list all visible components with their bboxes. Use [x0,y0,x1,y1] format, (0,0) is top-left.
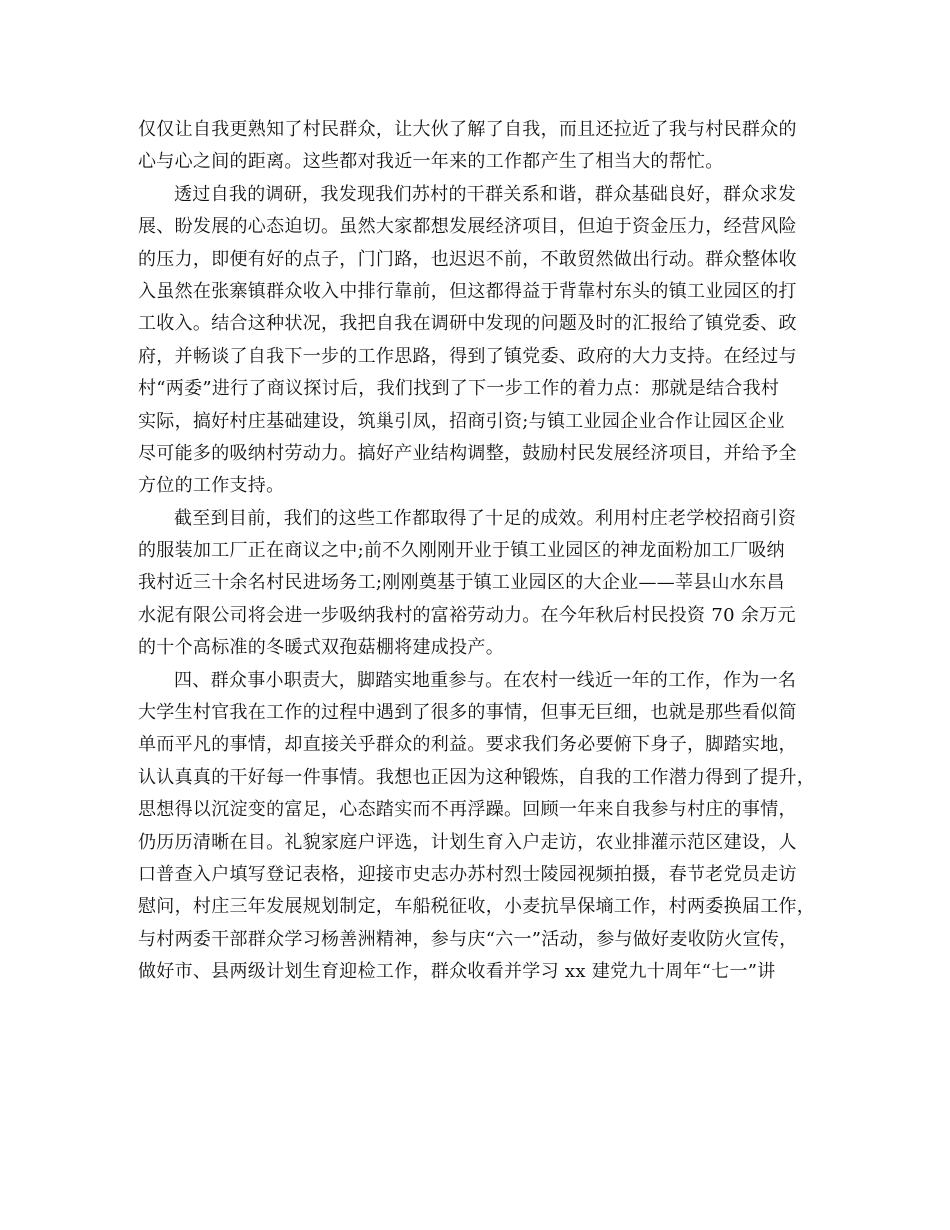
text-line: 单而平凡的事情，却直接关乎群众的利益。要求我们务必要俯下身子，脚踏实地， [138,734,797,756]
text-line: 大学生村官我在工作的过程中遇到了很多的事情，但事无巨细，也就是那些看似简 [138,702,797,724]
text-line: 的服装加工厂正在商议之中;前不久刚刚开业于镇工业园区的神龙面粉加工厂吸纳 [138,540,785,562]
text-line: 村“两委”进行了商议探讨后，我们找到了下一步工作的着力点：那就是结合我村 [138,378,780,400]
text-line: 的十个高标准的冬暖式双孢菇棚将建成投产。 [138,637,504,659]
text-line: 慰问，村庄三年发展规划制定，车船税征收，小麦抗旱保墒工作，村两委换届工作， [138,896,816,918]
text-line: 入虽然在张寨镇群众收入中排行靠前，但这都得益于背靠村东头的镇工业园区的打 [138,280,797,302]
text-line: 我村近三十余名村民进场务工;刚刚奠基于镇工业园区的大企业——莘县山水东昌 [138,572,785,594]
paragraph [138,179,818,503]
text-line: 实际，搞好村庄基础建设，筑巢引凤，招商引资;与镇工业园企业合作让园区企业 [138,410,785,432]
text-line: 截至到目前，我们的这些工作都取得了十足的成效。利用村庄老学校招商引资 [174,507,797,529]
paragraph [138,665,818,989]
text-line: 与村两委干部群众学习杨善洲精神，参与庆“六一”活动，参与做好麦收防火宣传， [138,928,798,950]
text-line: 方位的工作支持。 [138,475,285,497]
text-line: 认认真真的干好每一件事情。我想也正因为这种锻炼，自我的工作潜力得到了提升， [138,766,816,788]
text-line: 口普查入户填写登记表格，迎接市史志办苏村烈士陵园视频拍摄，春节老党员走访 [138,863,797,885]
paragraph [138,114,818,179]
text-line: 心与心之间的距离。这些都对我近一年来的工作都产生了相当大的帮忙。 [138,151,724,173]
document-body [138,114,818,989]
text-line: 透过自我的调研，我发现我们苏村的干群关系和谐，群众基础良好，群众求发 [174,183,797,205]
text-line: 工收入。结合这种状况，我把自我在调研中发现的问题及时的汇报给了镇党委、政 [138,313,797,335]
text-line: 做好市、县两级计划生育迎检工作，群众收看并学习 xx 建党九十周年“七一”讲 [138,961,776,983]
text-line: 府，并畅谈了自我下一步的工作思路，得到了镇党委、政府的大力支持。在经过与 [138,345,797,367]
text-line: 思想得以沉淀变的富足，心态踏实而不再浮躁。回顾一年来自我参与村庄的事情， [138,799,797,821]
text-line: 的压力，即便有好的点子，门门路，也迟迟不前，不敢贸然做出行动。群众整体收 [138,248,797,270]
text-line: 四、群众事小职责大，脚踏实地重参与。在农村一线近一年的工作，作为一名 [174,669,797,691]
paragraph [138,503,818,665]
text-line: 仍历历清晰在目。礼貌家庭户评选，计划生育入户走访，农业排灌示范区建设，人 [138,831,797,853]
text-line: 展、盼发展的心态迫切。虽然大家都想发展经济项目，但迫于资金压力，经营风险 [138,216,797,238]
text-line: 尽可能多的吸纳村劳动力。搞好产业结构调整，鼓励村民发展经济项目，并给予全 [138,442,797,464]
text-line: 仅仅让自我更熟知了村民群众，让大伙了解了自我，而且还拉近了我与村民群众的 [138,119,797,140]
text-line: 水泥有限公司将会进一步吸纳我村的富裕劳动力。在今年秋后村民投资 70 余万元 [138,604,796,626]
